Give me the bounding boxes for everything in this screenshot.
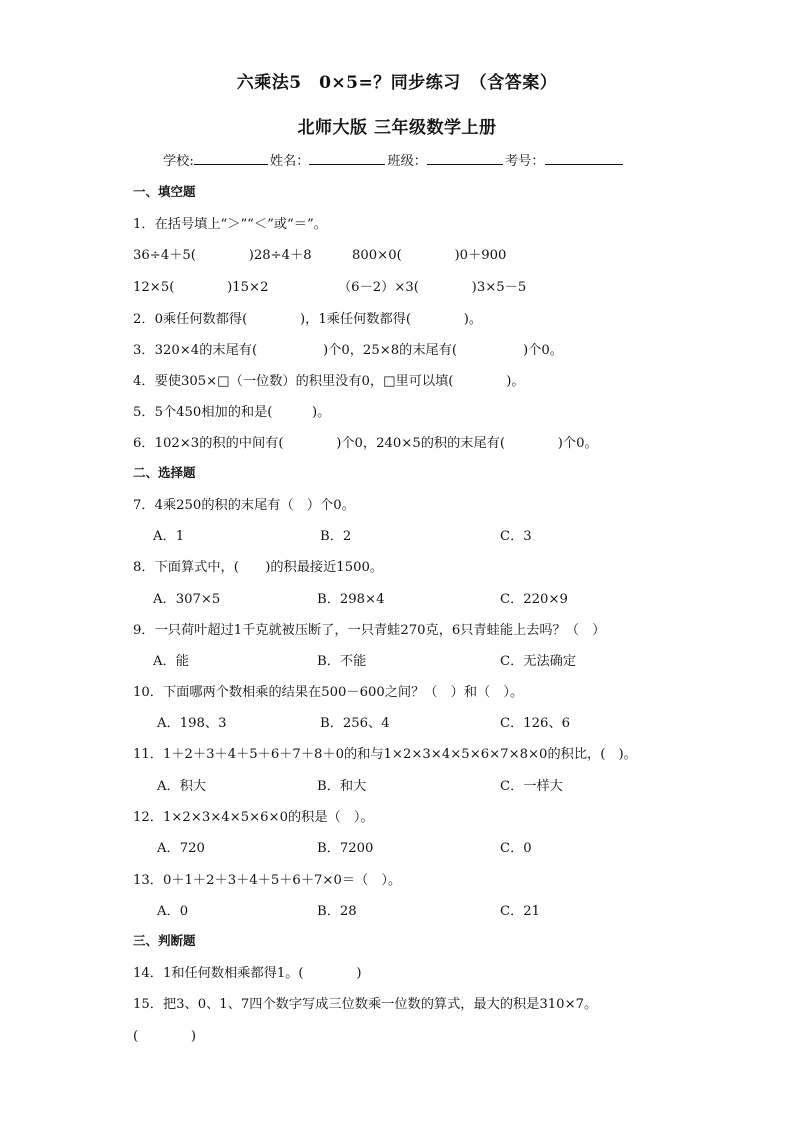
q12-option-b[interactable]: B．7200 xyxy=(317,841,374,856)
class-blank[interactable] xyxy=(427,151,503,165)
q7-option-b[interactable]: B．2 xyxy=(320,529,352,544)
q9-option-b[interactable]: B．不能 xyxy=(317,654,367,669)
school-label: 学校: xyxy=(163,154,194,169)
school-blank[interactable] xyxy=(194,151,268,165)
q11-option-a[interactable]: A．积大 xyxy=(157,779,207,794)
number-blank[interactable] xyxy=(545,151,623,165)
question-15: 15．把3、0、1、7四个数字写成三位数乘一位数的算式，最大的积是310×7。 xyxy=(133,997,598,1012)
section-judge: 三、判断题 xyxy=(133,933,196,948)
q9-option-c[interactable]: C．无法确定 xyxy=(500,654,577,669)
question-7: 7．4乘250的积的末尾有（ ）个0。 xyxy=(133,498,355,513)
q7-option-a[interactable]: A．1 xyxy=(153,529,185,544)
question-1d: （6－2）×3( )3×5－5 xyxy=(338,280,527,295)
question-6: 6．102×3的积的中间有( )个0，240×5的积的末尾有( )个0。 xyxy=(133,436,598,451)
question-14: 14．1和任何数相乘都得1。( ) xyxy=(133,966,362,981)
q8-option-b[interactable]: B．298×4 xyxy=(317,592,385,607)
q12-option-a[interactable]: A．720 xyxy=(157,841,205,856)
question-1a: 36÷4＋5( )28÷4＋8 xyxy=(133,248,312,263)
student-info-row xyxy=(163,150,625,169)
q10-option-c[interactable]: C．126、6 xyxy=(500,716,571,731)
question-1: 1．在括号填上“＞”“＜”或“＝”。 xyxy=(133,217,327,232)
name-blank[interactable] xyxy=(309,151,385,165)
question-15-answer[interactable]: ( ) xyxy=(133,1029,197,1044)
worksheet-subtitle: 北师大版 三年级数学上册 xyxy=(297,118,497,138)
question-10: 10．下面哪两个数相乘的结果在500－600之间？（ ）和（ ）。 xyxy=(133,685,524,700)
q12-option-c[interactable]: C．0 xyxy=(500,841,532,856)
q13-option-c[interactable]: C．21 xyxy=(500,904,541,919)
section-choice: 二、选择题 xyxy=(133,465,196,480)
q7-option-c[interactable]: C．3 xyxy=(500,529,532,544)
question-1b: 800×0( )0＋900 xyxy=(352,248,507,263)
worksheet-title: 六乘法5 0×5=？同步练习 （含答案） xyxy=(236,73,558,93)
q13-option-b[interactable]: B．28 xyxy=(317,904,357,919)
section-fill-blank: 一、填空题 xyxy=(133,184,196,199)
q10-option-a[interactable]: A．198、3 xyxy=(157,716,227,731)
question-12: 12．1×2×3×4×5×6×0的积是（ ）。 xyxy=(133,810,374,825)
q8-option-a[interactable]: A．307×5 xyxy=(153,592,221,607)
q8-option-c[interactable]: C．220×9 xyxy=(500,592,568,607)
question-4: 4．要使305×□（一位数）的积里没有0，□里可以填( )。 xyxy=(133,374,525,389)
q10-option-b[interactable]: B．256、4 xyxy=(320,716,390,731)
question-8: 8．下面算式中，( )的积最接近1500。 xyxy=(133,560,384,575)
class-label: 班级： xyxy=(387,154,427,169)
q11-option-b[interactable]: B．和大 xyxy=(317,779,367,794)
name-label: 姓名： xyxy=(269,154,310,169)
question-2: 2．0乘任何数都得( )，1乘任何数都得( )。 xyxy=(133,312,483,327)
question-1c: 12×5( )15×2 xyxy=(133,280,269,295)
question-11: 11．1＋2＋3＋4＋5＋6＋7＋8＋0的和与1×2×3×4×5×6×7×8×0的积比，( )。 xyxy=(133,747,637,762)
number-label: 考号： xyxy=(504,154,545,169)
q11-option-c[interactable]: C．一样大 xyxy=(500,779,563,794)
question-3: 3．320×4的末尾有( )个0，25×8的末尾有( )个0。 xyxy=(133,343,563,358)
question-5: 5．5个450相加的和是( )。 xyxy=(133,405,331,420)
q13-option-a[interactable]: A．0 xyxy=(157,904,189,919)
q9-option-a[interactable]: A．能 xyxy=(153,654,189,669)
question-9: 9．一只荷叶超过1千克就被压断了，一只青蛙270克，6只青蛙能上去吗？（ ） xyxy=(133,623,606,638)
question-13: 13．0＋1＋2＋3＋4＋5＋6＋7×0＝（ ）。 xyxy=(133,873,402,888)
